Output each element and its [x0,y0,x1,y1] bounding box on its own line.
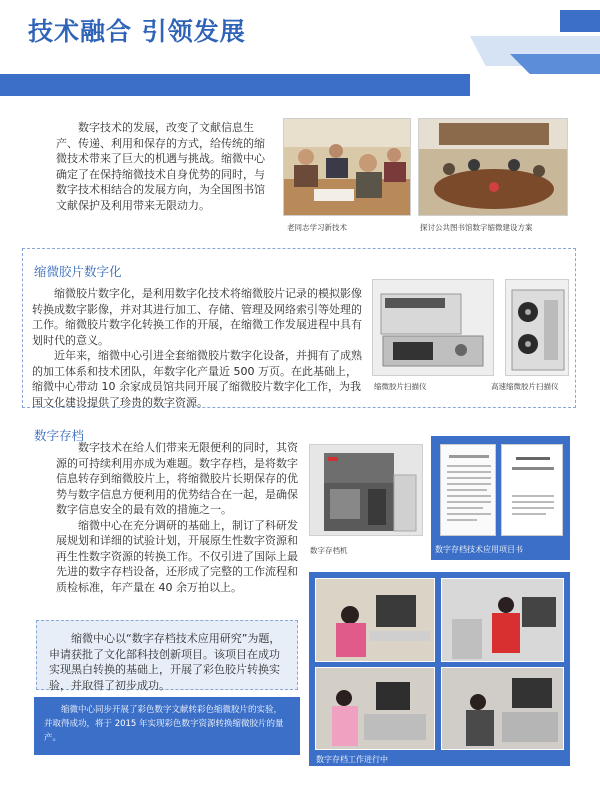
page-title: 技术融合 引领发展 [28,17,246,46]
photo-work-1-image [316,579,435,662]
caption-work-in-progress: 数字存档工作进行中 [316,755,388,764]
photo-work-2-image [442,579,564,662]
photo-work-3 [315,667,435,750]
intro-paragraph: 数字技术的发展，改变了文献信息生产、传递、利用和保存的方式，给传统的缩微技术带来了巨大的机遇与挑战。缩微中心确定了在保持缩微技术自身优势的同时，与数字技术相结合的发展方向，为全国图书馆文献保护及利用带来无限动力。 [56,121,265,212]
microfilm-body [32,286,362,410]
photo-highspeed-scanner [505,279,569,376]
caption-highspeed-scanner: 高速缩微胶片扫描仪 [491,382,559,391]
section-title-digital-archive: 数字存档 [34,428,85,443]
digital-archive-paragraph: 缩微中心在充分调研的基础上，制订了科研发展规划和详细的试验计划，开展原生性数字资源和再生性数字资源的转换工作。不仅引进了国际上最先进的数字存档设备，还形成了完整的工作流程和质检标准，年产量在 40 余万拍以上。 [56,518,298,594]
photo-archive-machine [309,444,423,536]
photo-discussion-meeting [418,118,568,216]
blue-note-text: 缩微中心同步开展了彩色数字文献转彩色缩微胶片的实验，并取得成功，将于 2015 年实现彩色数字资源转换缩微胶片的量产。 [44,705,284,743]
photo-discussion-meeting-image [419,119,568,216]
photo-elders-learning [283,118,411,216]
microfilm-paragraph: 缩微胶片数字化，是利用数字化技术将缩微胶片记录的模拟影像转换成数字影像，并对其进行加工、存储、管理及网络索引等处理的工作。缩微胶片数字化转换工作的开展，在缩微工作发展进程中具有划时代的意义。 [32,287,362,347]
header-decoration-stripe [560,10,600,32]
photo-work-4-image [442,668,564,750]
project-document-cover-lines [502,445,564,537]
caption-project-document: 数字存档技术应用项目书 [435,545,523,554]
digital-archive-paragraph: 数字技术在给人们带来无限便利的同时，其资源的可持续利用亦成为难题。数字存档，是将数字信息转存到缩微胶片上，将缩微胶片长期保存的优势与数字信息方便利用的优势结合在一起，是确保数字信息安全的最有效的措施之一。 [56,441,298,516]
caption-microfilm-scanner: 缩微胶片扫描仪 [374,382,427,391]
photo-microfilm-scanner [372,279,494,376]
caption-elders-learning: 老同志学习新技术 [287,223,347,232]
photo-work-3-image [316,668,435,750]
project-document [440,444,496,536]
project-document-cover [501,444,563,536]
project-document-lines [441,445,497,537]
callout-text: 缩微中心以“数字存档技术应用研究”为题，申请获批了文化部科技创新项目。该项目在成功实现黑白转换的基础上，开展了彩色胶片转换实验，并取得了初步成功。 [49,632,281,692]
photo-work-2 [441,578,564,662]
microfilm-paragraph: 近年来，缩微中心引进全套缩微胶片数字化设备，并拥有了成熟的加工体系和技术团队，年数字化产量近 500 万页。在此基础上，缩微中心带动 10 余家成员馆共同开展了缩微胶片数字化工作，为我国文化建设提供了珍贵的数字资源。 [32,349,362,409]
callout-project-box [36,620,298,690]
photo-microfilm-scanner-image [373,280,494,376]
header-bar [0,74,470,96]
digital-archive-body [56,422,304,595]
photo-work-1 [315,578,435,662]
blue-note-box [34,697,300,755]
photo-highspeed-scanner-image [506,280,569,376]
caption-archive-machine: 数字存档机 [310,546,348,555]
photo-work-4 [441,667,564,750]
section-title-microfilm: 缩微胶片数字化 [34,264,122,279]
caption-discussion-meeting: 探讨公共图书馆数字缩微建设方案 [420,223,533,232]
photo-elders-learning-image [284,119,411,216]
header-decoration-stripe [510,54,600,74]
photo-archive-machine-image [310,445,423,536]
